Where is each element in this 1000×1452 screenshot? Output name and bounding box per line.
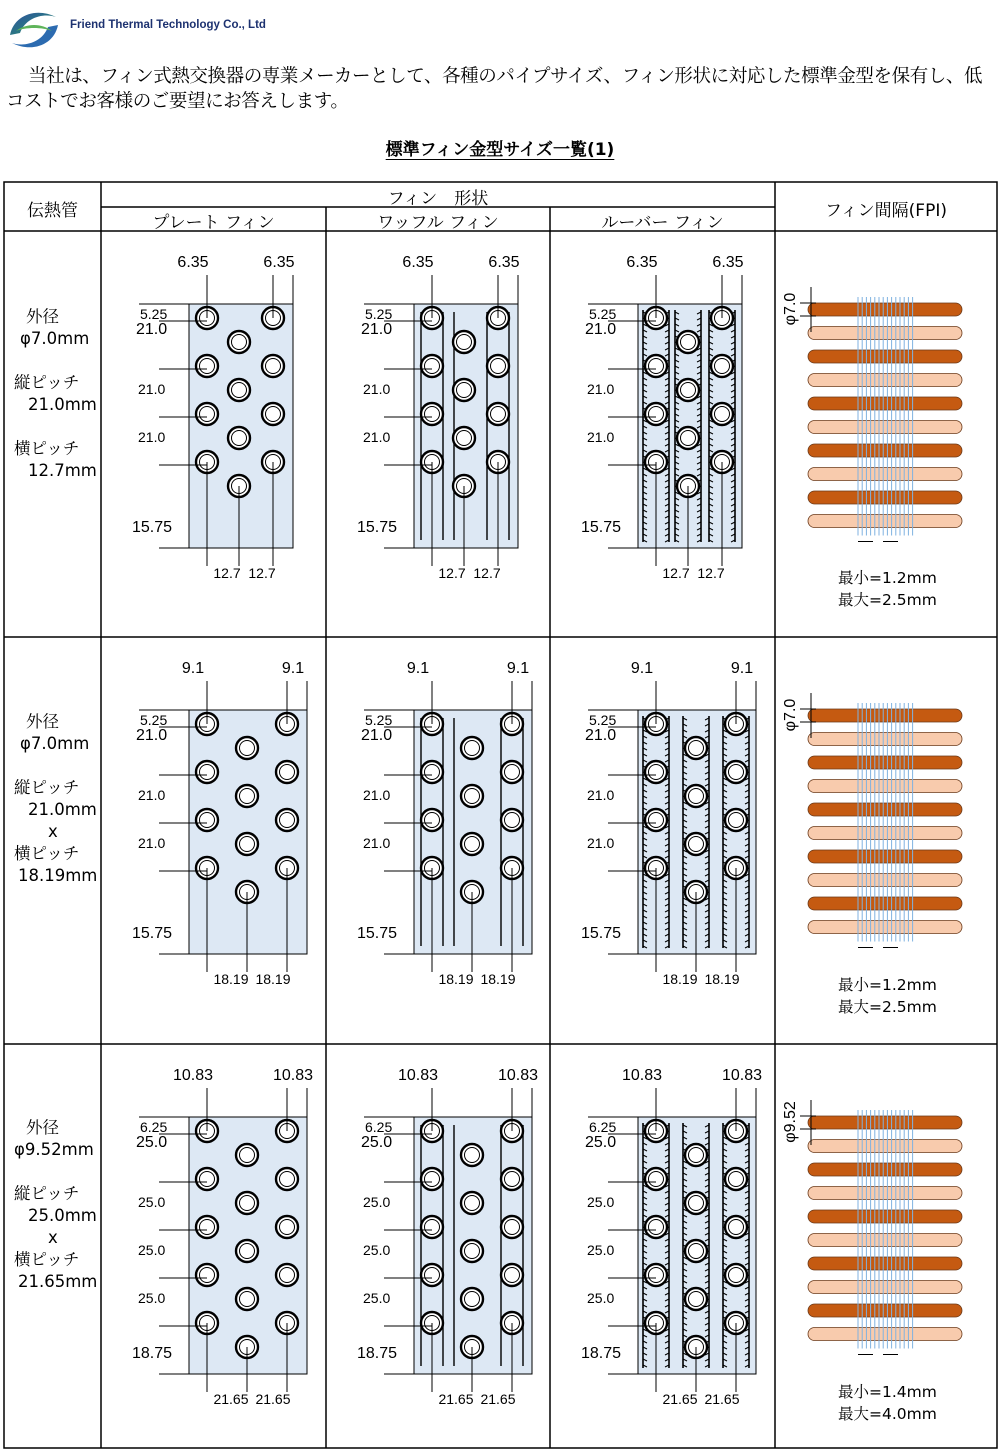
tube-hole-inner (200, 1220, 215, 1235)
tube-hole-inner (280, 1268, 295, 1283)
dim-bottom-2: 21.65 (704, 1391, 740, 1407)
tube-hole-inner (457, 383, 472, 398)
tube-hole-inner (425, 1172, 440, 1187)
tube-section (808, 350, 962, 363)
tube-hole-inner (240, 1292, 255, 1307)
tube-hole-inner (649, 813, 664, 828)
tube-hole-inner (649, 359, 664, 374)
dim-top-right: 10.83 (272, 1067, 314, 1084)
tube-section (808, 1140, 962, 1153)
row2-plate-fin-diagram (132, 660, 307, 987)
row1-louver-fin-diagram (581, 254, 744, 581)
dim-pitch-3: 21.0 (138, 835, 166, 851)
tube-section (808, 397, 962, 410)
tube-hole-inner (280, 813, 295, 828)
dim-top-right: 10.83 (721, 1067, 763, 1084)
dim-pitch-4: 25.0 (138, 1290, 166, 1306)
dim-last: 15.75 (132, 519, 173, 536)
dim-first: 5.25 (140, 712, 168, 728)
page-title: 標準フィン金型サイズ一覧(1) (385, 140, 615, 160)
tube-section (808, 756, 962, 769)
tube-section (808, 803, 962, 816)
dim-bottom-1: 12.7 (213, 565, 241, 581)
dim-pitch-1: 25.0 (585, 1134, 617, 1151)
dim-bottom-2: 21.65 (480, 1391, 516, 1407)
tube-hole-inner (505, 1172, 520, 1187)
dim-top-left: 10.83 (397, 1067, 439, 1084)
tube-hole-inner (729, 1220, 744, 1235)
header-tube: 伝熱管 (27, 201, 78, 221)
tube-hole-inner (200, 1172, 215, 1187)
row3-fpi-range: 最小=1.4mm 最大=4.0mm (838, 1383, 937, 1423)
tube-hole-inner (505, 1220, 520, 1235)
tube-hole-inner (232, 383, 247, 398)
dim-last: 15.75 (357, 519, 398, 536)
dim-pitch-2: 21.0 (363, 381, 391, 397)
tube-hole-inner (491, 407, 506, 422)
dim-pitch-3: 25.0 (587, 1242, 615, 1258)
dim-pitch-1: 21.0 (585, 727, 617, 744)
tube-hole-inner (240, 741, 255, 756)
tube-hole-inner (232, 431, 247, 446)
dim-top-right: 9.1 (730, 660, 754, 677)
dim-top-left: 9.1 (630, 660, 654, 677)
dim-top-right: 6.35 (488, 254, 520, 271)
fpi-diameter: φ7.0 (782, 698, 799, 732)
dim-bottom-1: 18.19 (213, 971, 249, 987)
tube-section (808, 1304, 962, 1317)
dim-top-left: 6.35 (626, 254, 658, 271)
dim-pitch-2: 21.0 (587, 787, 615, 803)
tube-hole-inner (457, 335, 472, 350)
dim-last: 18.75 (581, 1345, 622, 1362)
dim-bottom-2: 12.7 (248, 565, 276, 581)
dim-bottom-1: 12.7 (438, 565, 466, 581)
dim-bottom-2: 21.65 (255, 1391, 291, 1407)
dim-pitch-2: 21.0 (138, 787, 166, 803)
tube-hole-inner (240, 1148, 255, 1163)
tube-section (808, 444, 962, 457)
intro-text: 当社は、フィン式熱交換器の専業メーカーとして、各種のパイプサイズ、フィン形状に対応した標準金型を保有し、低コストでお客様のご要望にお答えします。 (6, 66, 983, 112)
tube-hole-inner (715, 359, 730, 374)
company-name: Friend Thermal Technology Co., Ltd (70, 19, 266, 31)
dim-bottom-1: 18.19 (438, 971, 474, 987)
row2-fpi-diagram (782, 693, 962, 948)
tube-section (808, 780, 962, 793)
dim-pitch-1: 25.0 (361, 1134, 393, 1151)
tube-hole-inner (649, 765, 664, 780)
dim-bottom-1: 12.7 (662, 565, 690, 581)
tube-hole-inner (425, 1268, 440, 1283)
tube-hole-inner (689, 837, 704, 852)
tube-section (808, 421, 962, 434)
tube-hole-inner (425, 1220, 440, 1235)
dim-pitch-1: 21.0 (361, 727, 393, 744)
dim-bottom-2: 18.19 (255, 971, 291, 987)
tube-section (808, 921, 962, 934)
dim-pitch-4: 25.0 (587, 1290, 615, 1306)
row1-fpi-diagram (782, 287, 962, 542)
tube-section (808, 1234, 962, 1247)
tube-hole-inner (729, 813, 744, 828)
tube-section (808, 1257, 962, 1270)
dim-bottom-2: 18.19 (704, 971, 740, 987)
dim-last: 18.75 (132, 1345, 173, 1362)
tube-hole-inner (200, 813, 215, 828)
tube-hole-inner (689, 789, 704, 804)
tube-hole-inner (715, 407, 730, 422)
tube-hole-inner (681, 383, 696, 398)
dim-pitch-2: 25.0 (363, 1194, 391, 1210)
dim-pitch-4: 25.0 (363, 1290, 391, 1306)
tube-hole-inner (425, 359, 440, 374)
dim-last: 15.75 (581, 925, 622, 942)
dim-pitch-2: 21.0 (587, 381, 615, 397)
tube-hole-inner (681, 431, 696, 446)
dim-pitch-1: 21.0 (136, 727, 168, 744)
tube-hole-inner (465, 1148, 480, 1163)
dim-top-left: 6.35 (402, 254, 434, 271)
dim-top-left: 10.83 (621, 1067, 663, 1084)
dim-first: 5.25 (589, 712, 617, 728)
tube-hole-inner (465, 1244, 480, 1259)
tube-hole-inner (649, 1172, 664, 1187)
tube-hole-inner (200, 1268, 215, 1283)
tube-hole-inner (681, 335, 696, 350)
tube-hole-inner (689, 741, 704, 756)
header-plate-fin: プレート フィン (152, 213, 275, 233)
tube-section (808, 303, 962, 316)
tube-hole-inner (649, 1220, 664, 1235)
tube-hole-inner (505, 813, 520, 828)
dim-pitch-1: 25.0 (136, 1134, 168, 1151)
dim-first: 6.25 (365, 1119, 393, 1135)
tube-section (808, 468, 962, 481)
tube-section (808, 1116, 962, 1129)
tube-hole-inner (491, 359, 506, 374)
tube-hole-inner (425, 813, 440, 828)
tube-section (808, 874, 962, 887)
dim-bottom-2: 18.19 (480, 971, 516, 987)
tube-section (808, 374, 962, 387)
fpi-diameter: φ7.0 (782, 292, 799, 326)
dim-last: 15.75 (581, 519, 622, 536)
dim-pitch-3: 21.0 (138, 429, 166, 445)
row3-plate-fin-diagram (132, 1067, 313, 1407)
dim-top-left: 6.35 (177, 254, 209, 271)
tube-hole-inner (729, 765, 744, 780)
dim-bottom-1: 21.65 (662, 1391, 698, 1407)
row3-fpi-diagram (782, 1100, 962, 1355)
tube-hole-inner (465, 741, 480, 756)
dim-last: 18.75 (357, 1345, 398, 1362)
tube-section (808, 1187, 962, 1200)
dim-first: 6.25 (140, 1119, 168, 1135)
tube-hole-inner (280, 765, 295, 780)
tube-hole-inner (729, 1172, 744, 1187)
tube-section (808, 327, 962, 340)
dim-pitch-3: 25.0 (138, 1242, 166, 1258)
tube-section (808, 491, 962, 504)
dim-pitch-1: 21.0 (585, 321, 617, 338)
row2-waffle-fin-diagram (357, 660, 532, 987)
dim-last: 15.75 (357, 925, 398, 942)
tube-hole-inner (280, 1220, 295, 1235)
dim-pitch-3: 21.0 (587, 835, 615, 851)
tube-section (808, 709, 962, 722)
header-louver-fin: ルーバー フィン (601, 213, 724, 233)
tube-hole-inner (266, 359, 281, 374)
dim-bottom-2: 12.7 (697, 565, 725, 581)
tube-hole-inner (689, 1148, 704, 1163)
dim-top-left: 9.1 (406, 660, 430, 677)
row1-spec: 外径 φ7.0mm 縦ピッチ 21.0mm 横ピッチ 12.7mm (14, 307, 97, 480)
row2-louver-fin-diagram (581, 660, 756, 987)
dim-pitch-2: 25.0 (138, 1194, 166, 1210)
tube-hole-inner (649, 407, 664, 422)
dim-top-right: 6.35 (712, 254, 744, 271)
dim-top-left: 9.1 (181, 660, 205, 677)
tube-hole-inner (505, 765, 520, 780)
dim-bottom-1: 21.65 (213, 1391, 249, 1407)
row3-louver-fin-diagram (581, 1067, 762, 1407)
dim-top-left: 10.83 (172, 1067, 214, 1084)
header-fin-shape: フィン 形状 (387, 189, 489, 209)
tube-hole-inner (689, 1244, 704, 1259)
tube-section (808, 515, 962, 528)
row1-plate-fin-diagram (132, 254, 295, 581)
tube-section (808, 1210, 962, 1223)
dim-last: 15.75 (132, 925, 173, 942)
row1-waffle-fin-diagram (357, 254, 520, 581)
dim-pitch-2: 21.0 (363, 787, 391, 803)
dim-bottom-2: 12.7 (473, 565, 501, 581)
tube-hole-inner (465, 1196, 480, 1211)
dim-bottom-1: 21.65 (438, 1391, 474, 1407)
tube-section (808, 733, 962, 746)
tube-hole-inner (457, 431, 472, 446)
header-waffle-fin: ワッフル フィン (377, 213, 499, 233)
row3-waffle-fin-diagram (357, 1067, 538, 1407)
dim-pitch-3: 21.0 (363, 429, 391, 445)
tube-hole-inner (689, 1196, 704, 1211)
tube-hole-inner (240, 1244, 255, 1259)
tube-hole-inner (240, 1196, 255, 1211)
dim-pitch-3: 21.0 (363, 835, 391, 851)
tube-hole-inner (240, 789, 255, 804)
dim-pitch-3: 21.0 (587, 429, 615, 445)
dim-pitch-2: 21.0 (138, 381, 166, 397)
tube-hole-inner (280, 1172, 295, 1187)
dim-top-right: 9.1 (506, 660, 530, 677)
tube-hole-inner (465, 789, 480, 804)
tube-hole-inner (425, 765, 440, 780)
fpi-diameter: φ9.52 (782, 1101, 799, 1143)
dim-top-right: 9.1 (281, 660, 305, 677)
dim-top-right: 6.35 (263, 254, 295, 271)
dim-first: 6.25 (589, 1119, 617, 1135)
dim-first: 5.25 (589, 306, 617, 322)
dim-first: 5.25 (365, 306, 393, 322)
tube-hole-inner (465, 1292, 480, 1307)
dim-pitch-2: 25.0 (587, 1194, 615, 1210)
dim-pitch-1: 21.0 (136, 321, 168, 338)
tube-hole-inner (649, 1268, 664, 1283)
dim-pitch-1: 21.0 (361, 321, 393, 338)
dim-first: 5.25 (140, 306, 168, 322)
tube-section (808, 1328, 962, 1341)
tube-hole-inner (425, 407, 440, 422)
tube-hole-inner (505, 1268, 520, 1283)
tube-section (808, 897, 962, 910)
tube-section (808, 850, 962, 863)
dim-first: 5.25 (365, 712, 393, 728)
row3-spec: 外径 φ9.52mm 縦ピッチ 25.0mm x 横ピッチ 21.65mm (14, 1118, 98, 1291)
tube-hole-inner (200, 765, 215, 780)
tube-section (808, 1281, 962, 1294)
row1-fpi-range: 最小=1.2mm 最大=2.5mm (838, 569, 937, 609)
row2-spec: 外径 φ7.0mm 縦ピッチ 21.0mm x 横ピッチ 18.19mm (14, 712, 98, 885)
dim-bottom-1: 18.19 (662, 971, 698, 987)
tube-hole-inner (200, 407, 215, 422)
tube-hole-inner (729, 1268, 744, 1283)
tube-section (808, 1163, 962, 1176)
row2-fpi-range: 最小=1.2mm 最大=2.5mm (838, 976, 937, 1016)
dim-pitch-3: 25.0 (363, 1242, 391, 1258)
header-fpi: フィン間隔(FPI) (825, 201, 947, 221)
tube-hole-inner (266, 407, 281, 422)
tube-section (808, 827, 962, 840)
dim-top-right: 10.83 (497, 1067, 539, 1084)
tube-hole-inner (240, 837, 255, 852)
tube-hole-inner (465, 837, 480, 852)
tube-hole-inner (689, 1292, 704, 1307)
tube-hole-inner (200, 359, 215, 374)
tube-hole-inner (232, 335, 247, 350)
